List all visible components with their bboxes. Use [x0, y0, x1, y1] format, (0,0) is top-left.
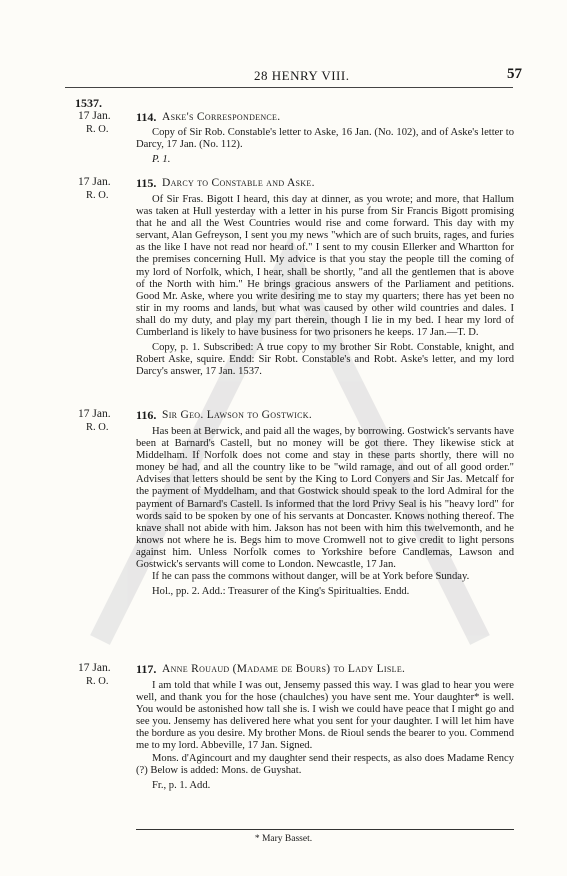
footnote-rule — [136, 829, 514, 830]
year-label: 1537. — [75, 96, 102, 110]
entry-number: 116. — [136, 408, 157, 422]
page-number: 57 — [507, 66, 522, 82]
entry-date: 17 Jan. — [78, 110, 111, 122]
entry-source: R. O. — [86, 124, 109, 135]
entry-paragraph: Has been at Berwick, and paid all the wages, by borrowing. Gostwick's servants have been at Barnard's Castell, but no money will be got there. They likewise stick at Middelham. If Norfolk does not come and stay in these parts shortly, there will no money be had, and all the country like to be "wild ramage, and out of all good order." Advises that letters should be sent by the King to Lord Conyers and Sir Jas. Metcalf for the payment of Myddelham, and that Gostwick should speak to the lord Admiral for the payment of Barnard's Castell. Is informed that the lord Privy Seal is his "heavy lord" for words said to be spoken by one of his servants at Doncaster. Knows nothing thereof. The knave shall not abide with him. Jakson has not been with him this twelvemonth, and he knows not where he is. Begs him to move Cromwell not to give credit to light persons against him. Unless Norfolk comes to Yorkshire before Candlemas, Lawson and Gostwick's servants will come to London. Newcastle, 17 Jan. — [136, 426, 514, 571]
entry-number: 117. — [136, 662, 157, 676]
entry-paragraph: Of Sir Fras. Bigott I heard, this day at dinner, as you wrote; and more, that Hallum was taken at Hull yesterday with a letter in his purse from Sir Francis Bigott promising that he and all the West Countries would rise and come forward. This day with my servant, Alan Gefreyson, I sent you my news "which are of such bruits, rages, and furies as the like I have not read nor heard of." I sent to my cousin Ellerker and Whartton for the premises concerning Hull. My advice is that you stay the people till the coming of my lord of Norfolk, which, I hear, shall be shortly, "and all the gentlemen that is above of the North with him." He brings gracious answers of the Parliament and petitions. Good Mr. Aske, where you write desiring me to stay my quarters; there has yet been no stir in my rooms and lands, but what was caused by other wild countries and dales. I shall do my duty, and play my part therein, though I lie in my bed. I hear my lord of Cumberland is likely to have business for two prisoners he keeps. 17 Jan.—T. D. — [136, 194, 514, 339]
entry-number: 115. — [136, 176, 157, 190]
entry-date: 17 Jan. — [78, 408, 111, 420]
entry-note: P. 1. — [152, 154, 171, 166]
entry-paragraph: Mons. d'Agincourt and my daughter send their respects, as also does Madame Rency (?) Below is added: Mons. de Guyshat. — [136, 752, 514, 776]
entry-title: Sir Geo. Lawson to Gostwick. — [162, 409, 312, 421]
entry-source: R. O. — [86, 676, 109, 687]
running-head: 28 HENRY VIII. — [254, 68, 350, 83]
entry-body — [136, 194, 514, 378]
entry-number: 114. — [136, 110, 157, 124]
footnote: * Mary Basset. — [254, 834, 313, 844]
entry-date: 17 Jan. — [78, 662, 111, 674]
page-header — [0, 66, 567, 86]
entry-date: 17 Jan. — [78, 176, 111, 188]
entry-note: Copy, p. 1. Subscribed: A true copy to my brother Sir Robt. Constable, knight, and Robert Aske, squire. Endd: Sir Robt. Constable's and Robt. Aske's letter, and my lord Darcy's answer, 17 Jan. 1537. — [136, 342, 514, 378]
entry-paragraph: Copy of Sir Rob. Constable's letter to Aske, 16 Jan. (No. 102), and of Aske's letter to Darcy, 17 Jan. (No. 112). — [136, 127, 514, 151]
header-rule — [65, 87, 513, 88]
entry-source: R. O. — [86, 190, 109, 201]
entry-title: Aske's Correspondence. — [162, 111, 281, 123]
entry-paragraph: I am told that while I was out, Jensemy passed this way. I was glad to hear you were well, and thank you for the hose (chaulches) you have sent me. Your daughter* is well. You would be astonished how tall she is. I wish we could have peace that I might go and see you. Jensemy has delivered here what you sent for your daughter. I will let him have the bordure as you desire. My brother Mons. de Rioul sends the bearer to you. Commend me to my lord. Abbeville, 17 Jan. Signed. — [136, 680, 514, 752]
entry-body — [136, 426, 514, 598]
entry-note: Hol., pp. 2. Add.: Treasurer of the King's Spiritualties. Endd. — [152, 586, 410, 598]
entry-title: Anne Rouaud (Madame de Bours) to Lady Lisle. — [162, 663, 406, 675]
entry-note: Fr., p. 1. Add. — [152, 779, 211, 791]
entry-source: R. O. — [86, 422, 109, 433]
entry-body — [136, 127, 514, 166]
entry-title: Darcy to Constable and Aske. — [162, 177, 315, 189]
entry-body — [136, 680, 514, 792]
entry-paragraph: If he can pass the commons without danger, will be at York before Sunday. — [152, 571, 470, 583]
